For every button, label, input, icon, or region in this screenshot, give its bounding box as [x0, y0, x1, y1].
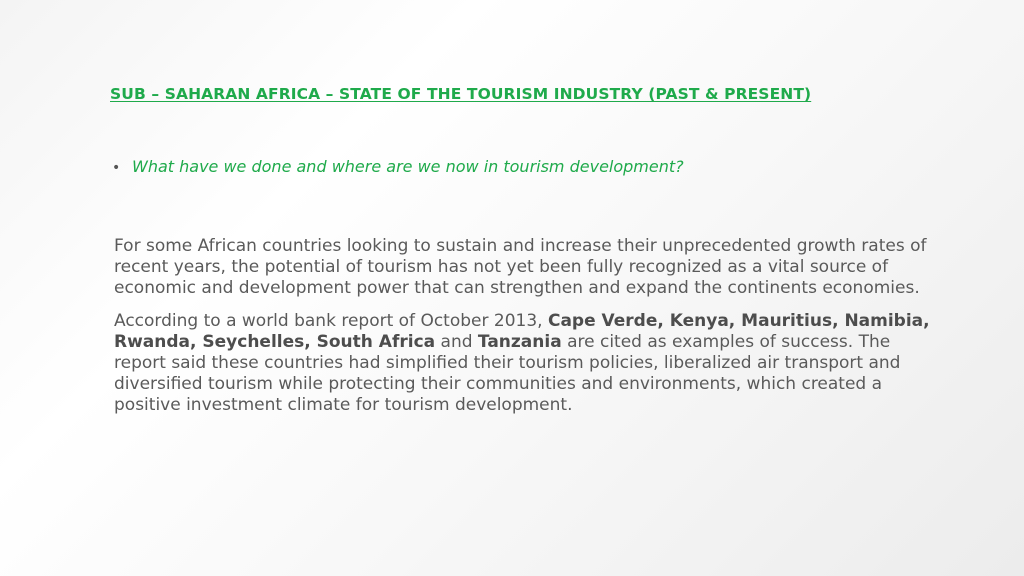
paragraph-2-rest: are cited as examples of success. The report said these countries had simplified their tourism policies, liberalized air transport and diversified tourism while protecting their communities and environments, which created a positive investment climate for tourism development. [114, 332, 901, 415]
tanzania-name: Tanzania [477, 332, 562, 352]
paragraph-2 [114, 311, 934, 416]
slide-title: SUB – SAHARAN AFRICA – STATE OF THE TOURISM INDUSTRY (PAST & PRESENT) [110, 85, 812, 103]
bullet-question: What have we done and where are we now in tourism development? [132, 157, 684, 176]
bullet-item [112, 157, 972, 176]
paragraph-2-intro: According to a world bank report of October 2013, [114, 311, 548, 331]
countries-list: Cape Verde, Kenya, Mauritius, Namibia, Rwanda, Seychelles, South Africa [114, 311, 930, 352]
paragraph-1: For some African countries looking to sustain and increase their unprecedented growth rates of recent years, the potential of tourism has not yet been fully recognized as a vital source of economic and development power that can strengthen and expand the continents economies. [114, 236, 927, 298]
bullet-marker: • [112, 160, 121, 176]
and-word: and [435, 332, 478, 352]
body-text [114, 236, 934, 428]
